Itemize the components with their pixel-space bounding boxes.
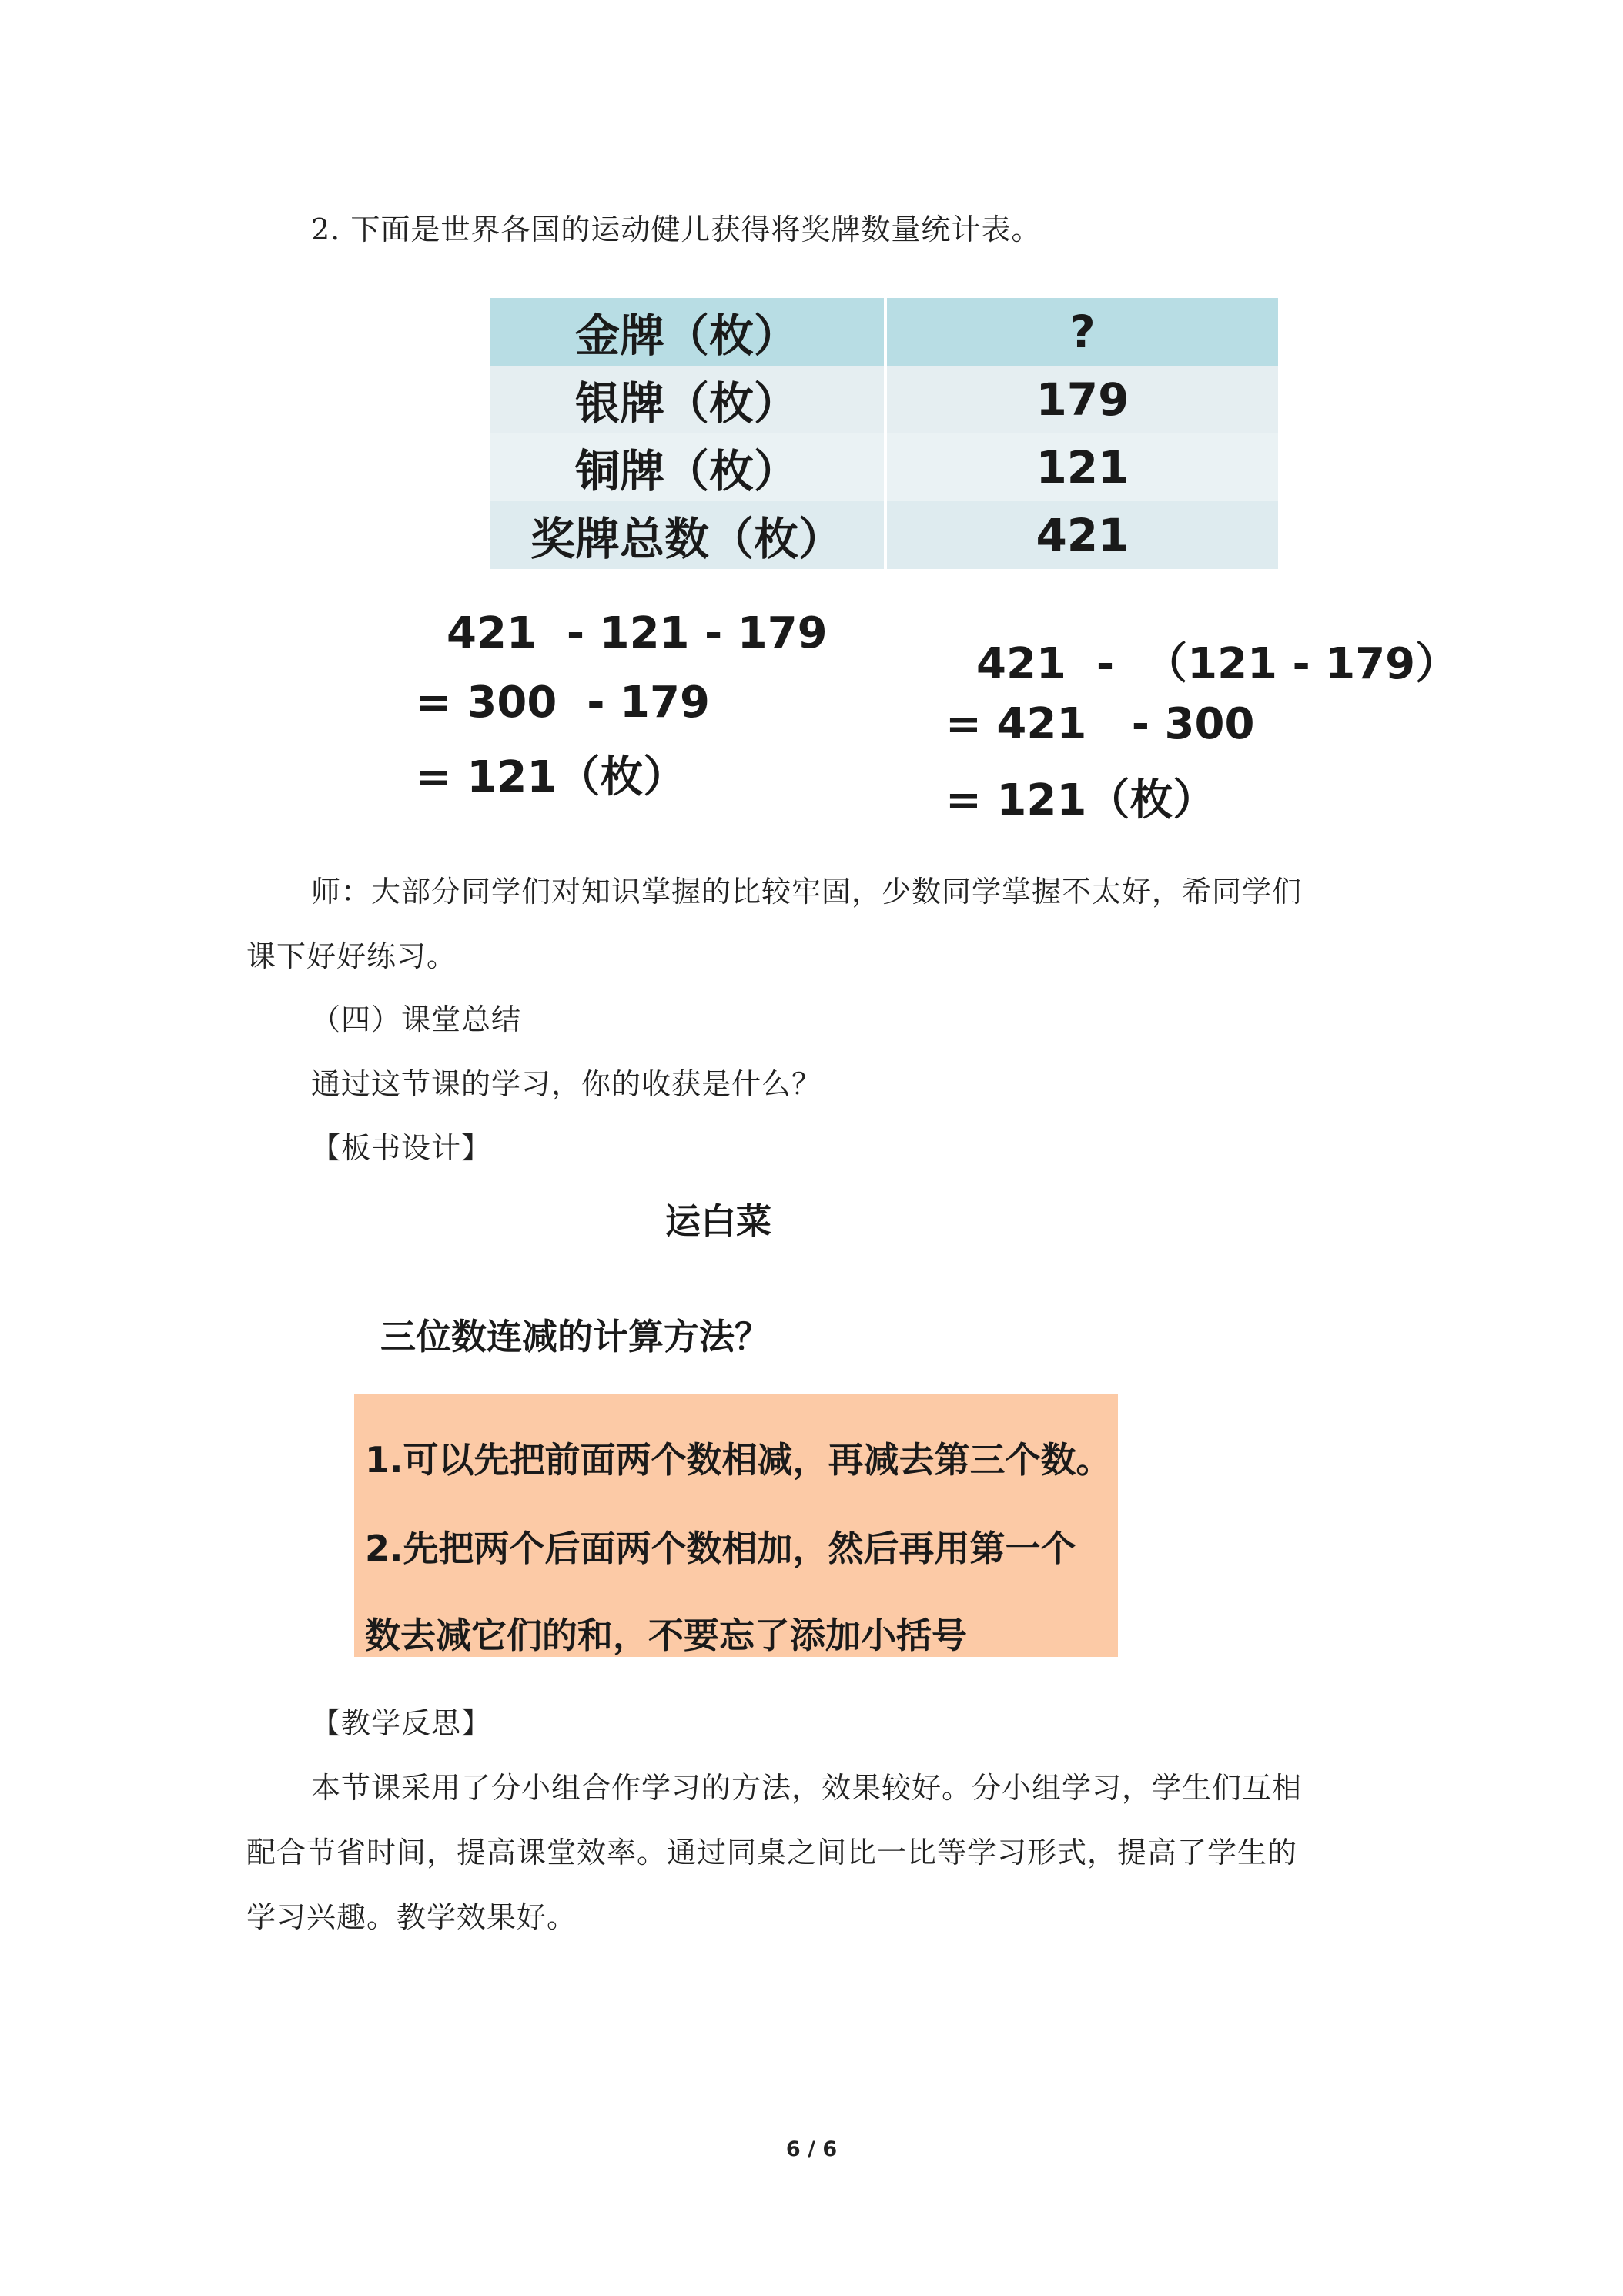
table-row xyxy=(490,298,1278,366)
method-line: 数去减它们的和，不要忘了添加小括号 xyxy=(365,1615,967,1656)
medal-value: 179 xyxy=(885,366,1278,433)
method-summary-box xyxy=(354,1394,1118,1657)
section-heading: （四）课堂总结 xyxy=(311,1002,522,1036)
medal-label: 金牌（枚） xyxy=(490,298,885,366)
board-title: 运白菜 xyxy=(665,1200,771,1242)
teacher-comment-line2: 课下好好练习。 xyxy=(246,939,457,973)
medal-table xyxy=(490,298,1278,569)
calc-line: = 421 - 300 xyxy=(945,699,1255,749)
calc-line: 421 - （121 - 179） xyxy=(976,639,1459,689)
medal-value: ? xyxy=(885,298,1278,366)
medal-label: 奖牌总数（枚） xyxy=(490,501,885,569)
summary-question: 通过这节课的学习，你的收获是什么？ xyxy=(311,1067,822,1101)
table-row xyxy=(490,433,1278,501)
calc-line: = 121（枚） xyxy=(416,752,687,802)
reflection-line3: 学习兴趣。教学效果好。 xyxy=(246,1900,577,1934)
table-row xyxy=(490,366,1278,433)
medal-label: 银牌（枚） xyxy=(490,366,885,433)
calc-line: 421 - 121 - 179 xyxy=(447,608,828,658)
medal-label: 铜牌（枚） xyxy=(490,433,885,501)
reflection-line1: 本节课采用了分小组合作学习的方法，效果较好。分小组学习，学生们互相 xyxy=(311,1771,1303,1805)
medal-value: 421 xyxy=(885,501,1278,569)
medal-value: 121 xyxy=(885,433,1278,501)
reflection-heading: 【教学反思】 xyxy=(311,1706,492,1740)
calc-line: = 121（枚） xyxy=(945,775,1216,825)
exercise-intro: 2. 下面是世界各国的运动健儿获得将奖牌数量统计表。 xyxy=(311,213,1042,246)
teacher-comment-line1: 师：大部分同学们对知识掌握的比较牢固，少数同学掌握不太好，希同学们 xyxy=(311,875,1303,909)
calc-line: = 300 - 179 xyxy=(416,678,710,728)
reflection-line2: 配合节省时间，提高课堂效率。通过同桌之间比一比等学习形式，提高了学生的 xyxy=(246,1836,1298,1869)
method-line: 1.可以先把前面两个数相减，再减去第三个数。 xyxy=(365,1439,1112,1481)
board-question: 三位数连减的计算方法？ xyxy=(380,1316,770,1357)
table-row xyxy=(490,501,1278,569)
page-number: 6 / 6 xyxy=(785,2137,838,2161)
method-line: 2.先把两个后面两个数相加，然后再用第一个 xyxy=(365,1528,1076,1569)
board-design-heading: 【板书设计】 xyxy=(311,1131,492,1165)
